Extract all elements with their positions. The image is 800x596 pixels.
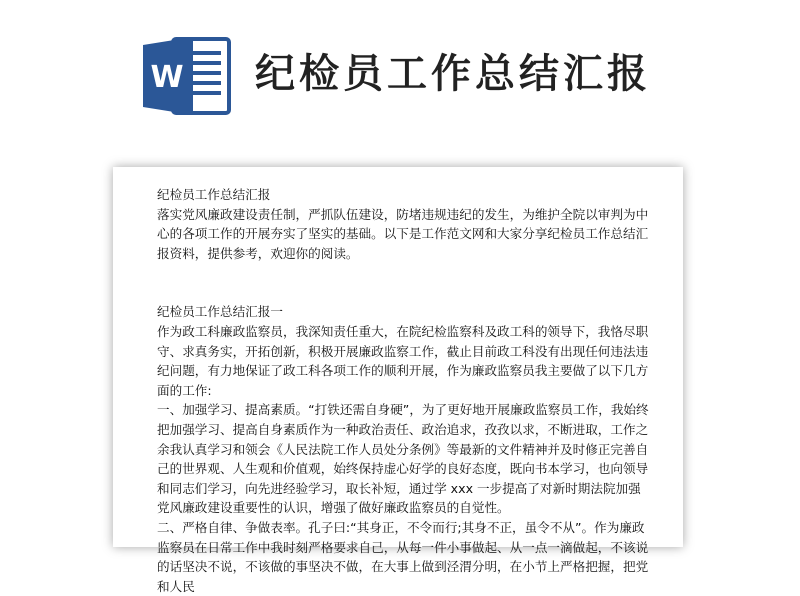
- document-page: [113, 167, 683, 594]
- section-heading: 纪检员工作总结汇报: [157, 187, 271, 202]
- word-document-icon: [143, 35, 233, 117]
- document-body: [157, 185, 653, 596]
- paragraph: 一、加强学习、提高素质。“打铁还需自身硬”，为了更好地开展廉政监察员工作，我始终把加强学习、提高自身素质作为一种政治责任、政治追求，孜孜以求，不断进取，工作之余我认真学习和领会《人民法院工作人员处分条例》等最新的文件精神并及时修正完善自己的世界观、人生观和价值观，始终保持虚心好学的良好态度，既向书本学习，也向领导和同志们学习，向先进经验学习，取长补短，通过学 xxx 一步提高了对新时期法院加强党风廉政建设重要性的认识，增强了做好廉政监察员的自觉性。: [157, 402, 649, 516]
- report-one-section: [157, 302, 653, 596]
- paragraph: 二、严格自律、争做表率。孔子曰:“其身正，不令而行;其身不正，虽令不从”。作为廉政监察员在日常工作中我时刻严格要求自己，从每一件小事做起、从一点一滴做起，不该说的话坚决不说，不该做的事坚决不做，在大事上做到泾渭分明，在小节上严格把握，把党和人民: [157, 519, 649, 594]
- page-title: 纪检员工作总结汇报: [255, 51, 651, 97]
- paragraph: 落实党风廉政建设责任制，严抓队伍建设，防堵违规违纪的发生，为维护全院以审判为中心的各项工作的开展夯实了坚实的基础。以下是工作范文网和大家分享纪检员工作总结汇报资料，提供参考，欢迎你的阅读。: [157, 206, 649, 261]
- section-heading: 纪检员工作总结汇报一: [157, 304, 283, 320]
- section-gap: [157, 263, 653, 302]
- header-banner: [0, 0, 800, 165]
- svg-text:W: W: [150, 60, 184, 95]
- intro-section: [157, 185, 653, 263]
- paragraph: 作为政工科廉政监察员，我深知责任重大，在院纪检监察科及政工科的领导下，我恪尽职守、求真务实，开拓创新，积极开展廉政监察工作，截止目前政工科没有出现任何违法违纪问题，有力地保证了政工科各项工作的顺利开展，作为廉政监察员我主要做了以下几方面的工作:: [157, 323, 649, 398]
